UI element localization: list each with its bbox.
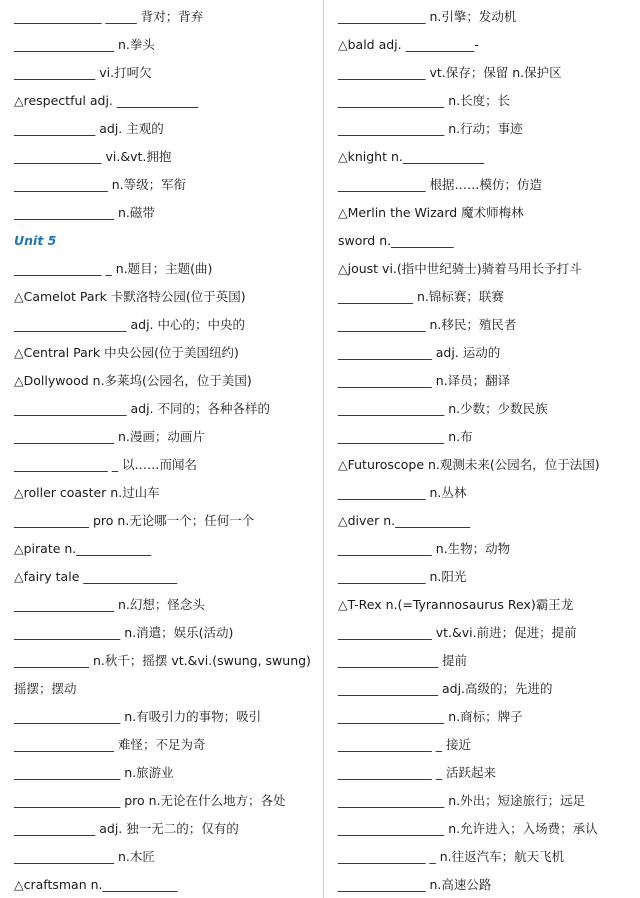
- vocab-line: _______________ _ 以……而闻名: [14, 457, 197, 472]
- vocab-line: _________________ n.长度；长: [338, 93, 511, 108]
- vocab-line: △Dollywood n.多莱坞(公园名，位于美国): [14, 373, 252, 388]
- vocab-line: ______________ vt.保存；保留 n.保护区: [338, 65, 562, 80]
- vocab-line: ________________ n.幻想；怪念头: [14, 597, 205, 612]
- vocab-line: △fairy tale _______________: [14, 569, 178, 584]
- vocab-line: _________________ n.少数；少数民族: [338, 401, 548, 416]
- vocab-line: ______________ 根据……模仿；仿造: [338, 177, 542, 192]
- vocab-line: ______________ _ n.往返汽车；航天飞机: [338, 849, 565, 864]
- vocab-line: _________________ n.有吸引力的事物；吸引: [14, 709, 262, 724]
- vocab-line: ____________ n.锦标赛；联赛: [338, 289, 504, 304]
- vocab-line: ______________ n.丛林: [338, 485, 467, 500]
- vocab-line: ______________ n.高速公路: [338, 877, 492, 892]
- vocab-line: ________________ 难怪；不足为奇: [14, 737, 206, 752]
- vocab-line: △pirate n.____________: [14, 541, 152, 556]
- vocab-line: ____________ pro n.无论哪一个；任何一个: [14, 513, 255, 528]
- vocab-line: ____________ n.秋千；摇摆 vt.&vi.(swung, swung): [14, 653, 311, 668]
- column-divider: [323, 0, 324, 898]
- vocab-line: △Merlin the Wizard 魔术师梅林: [338, 205, 524, 220]
- vocab-line: _____________ adj. 独一无二的；仅有的: [14, 821, 239, 836]
- vocab-line: ______________ vi.&vt.拥抱: [14, 149, 172, 164]
- vocab-line: △diver n.____________: [338, 513, 471, 528]
- vocab-line: △Central Park 中央公园(位于美国纽约): [14, 345, 239, 360]
- vocab-line: _________________ pro n.无论在什么地方；各处: [14, 793, 286, 808]
- unit-heading: Unit 5: [14, 233, 57, 248]
- vocab-line: ________________ n.木匠: [14, 849, 155, 864]
- vocab-line: _______________ adj. 运动的: [338, 345, 501, 360]
- vocab-line: _________________ n.商标；牌子: [338, 709, 523, 724]
- vocab-line: _______________ n.等级；军衔: [14, 177, 187, 192]
- vocab-line: △Camelot Park 卡默洛特公园(位于英国): [14, 289, 246, 304]
- vocab-line: _______________ _ 接近: [338, 737, 471, 752]
- vocab-line: △respectful adj. _____________: [14, 93, 199, 108]
- vocab-line: ________________ n.磁带: [14, 205, 155, 220]
- vocab-line: △knight n._____________: [338, 149, 485, 164]
- vocab-line: _______________ n.生物；动物: [338, 541, 511, 556]
- vocab-line: sword n.__________: [338, 233, 454, 248]
- vocab-line: ______________ _____ 背对；背弃: [14, 9, 204, 24]
- vocab-line: _________________ n.外出；短途旅行；远足: [338, 793, 586, 808]
- vocab-line: _______________ vt.&vi.前进；促进；提前: [338, 625, 577, 640]
- vocab-line: _________________ n.消遣；娱乐(活动): [14, 625, 234, 640]
- vocab-line: △bald adj. ___________-: [338, 37, 479, 52]
- vocab-line: ________________ n.拳头: [14, 37, 155, 52]
- vocab-line: ______________ _ n.题目；主题(曲): [14, 261, 213, 276]
- vocab-line: △roller coaster n.过山车: [14, 485, 160, 500]
- vocab-line: _________________ n.行动；事迹: [338, 121, 523, 136]
- vocab-line: _________________ n.旅游业: [14, 765, 174, 780]
- vocab-line: △T-Rex n.(=Tyrannosaurus Rex)霸王龙: [338, 597, 574, 612]
- vocab-line: ________________ 提前: [338, 653, 467, 668]
- vocab-line: __________________ adj. 中心的；中央的: [14, 317, 245, 332]
- vocab-line: ______________ n.阳光: [338, 569, 467, 584]
- vocab-line: _______________ _ 活跃起来: [338, 765, 496, 780]
- vocab-line: ________________ n.漫画；动画片: [14, 429, 205, 444]
- vocab-line: △craftsman n.____________: [14, 877, 178, 892]
- vocab-line: __________________ adj. 不同的；各种各样的: [14, 401, 270, 416]
- vocab-line: _________________ n.布: [338, 429, 473, 444]
- vocab-line: _______________ n.译员；翻译: [338, 373, 511, 388]
- vocab-line: 摇摆；摆动: [14, 681, 77, 696]
- vocab-line: △joust vi.(指中世纪骑士)骑着马用长予打斗: [338, 261, 582, 276]
- vocab-line: ________________ adj.高级的；先进的: [338, 681, 553, 696]
- vocab-line: _____________ vi.打呵欠: [14, 65, 152, 80]
- vocab-line: ______________ n.移民；殖民者: [338, 317, 517, 332]
- vocab-line: △Futuroscope n.观测未来(公园名，位于法国): [338, 457, 600, 472]
- vocab-line: ______________ n.引擎；发动机: [338, 9, 517, 24]
- vocab-line: _____________ adj. 主观的: [14, 121, 164, 136]
- vocab-line: _________________ n.允许进入；入场费；承认: [338, 821, 598, 836]
